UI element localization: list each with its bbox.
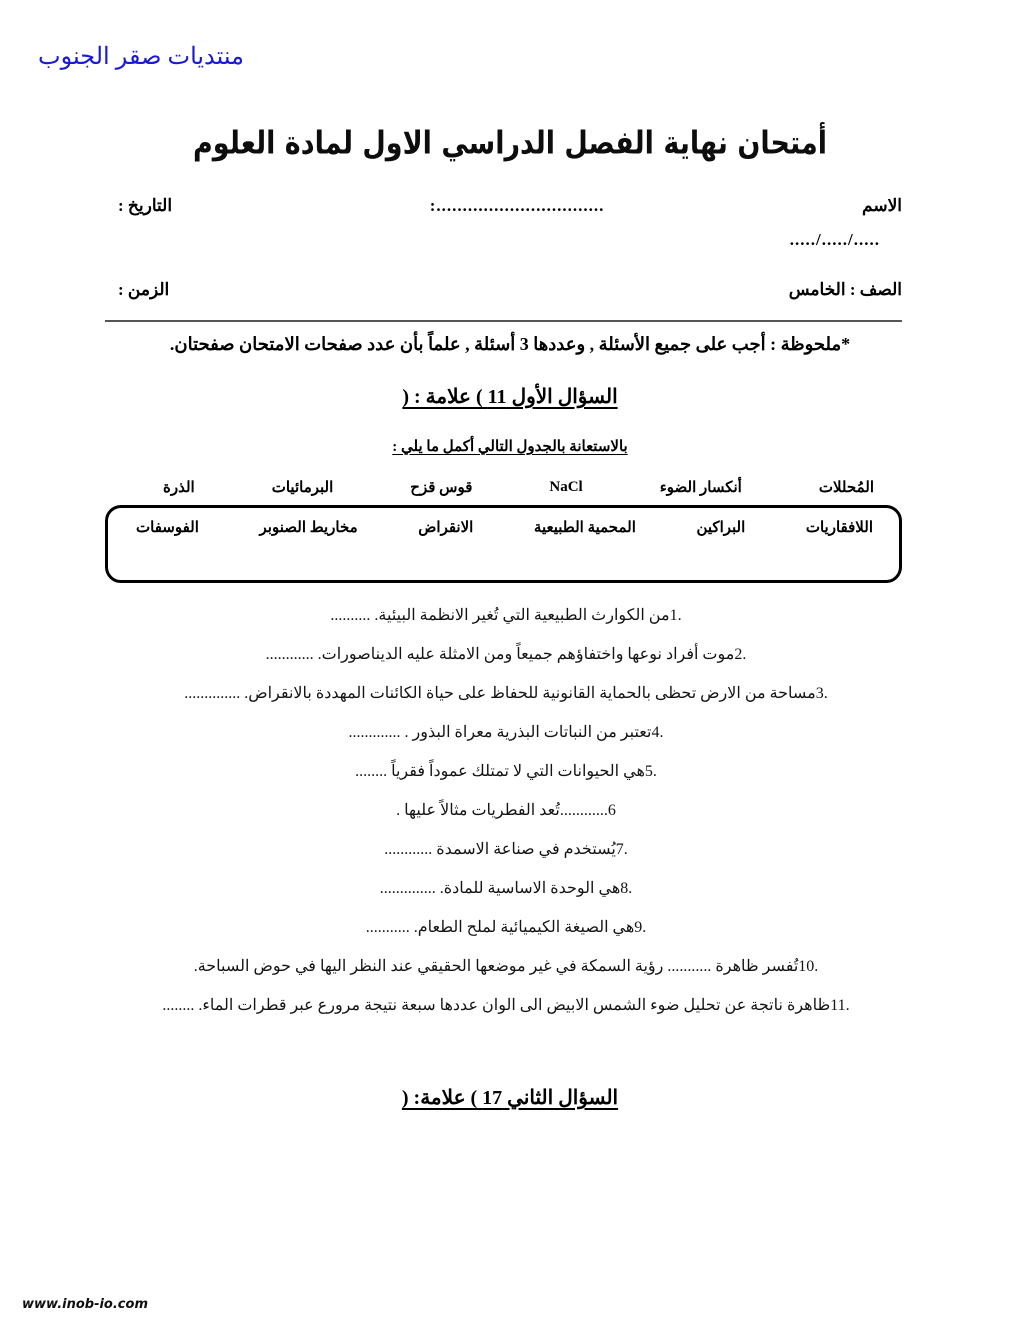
exam-note: *ملحوظة : أجب على جميع الأسئلة , وعددها 3 أسئلة , علماً بأن عدد صفحات الامتحان صفحتان.: [169, 334, 851, 354]
word-bank-cell: الذرة: [163, 480, 195, 496]
question-item[interactable]: .2موت أفراد نوعها واختفاؤهم جميعاً ومن الامثلة عليه الديناصورات. ............: [265, 646, 747, 663]
question-item[interactable]: .11ظاهرة ناتجة عن تحليل ضوء الشمس الابيض الى الوان عددها سبعة نتيجة مرورع عبر قطرات الماء. ........: [162, 997, 850, 1014]
word-bank-cell: المحمية الطبيعية: [533, 520, 636, 536]
word-bank-cell: اللافقاريات: [805, 520, 873, 536]
question-one-instruction-text: بالاستعانة بالجدول التالي أكمل ما يلي :: [392, 439, 628, 455]
grade-label: الصف : الخامس: [788, 280, 902, 299]
word-bank-box: [105, 505, 902, 583]
exam-title: أمتحان نهاية الفصل الدراسي الاول لمادة العلوم: [193, 125, 827, 162]
word-bank-row-bottom: [136, 518, 873, 537]
exam-meta-block: [118, 196, 902, 306]
question-two-heading-text: السؤال الثاني 17 ) علامة: (: [401, 1087, 619, 1109]
question-item[interactable]: 6............تُعد الفطريات مثالاً عليها .: [396, 802, 616, 819]
word-bank-cell: البرمائيات: [271, 480, 334, 496]
question-item[interactable]: .7يُستخدم في صناعة الاسمدة ............: [384, 841, 628, 858]
meta-row-name-date: [118, 196, 902, 216]
question-item[interactable]: .10تُفسر ظاهرة ........... رؤية السمكة في غير موضعها الحقيقي عند النظر اليها في حوض السباحة.: [193, 958, 819, 975]
question-item[interactable]: .8هي الوحدة الاساسية للمادة. ..............: [379, 880, 633, 897]
word-bank-cell: NaCl: [549, 479, 583, 495]
question-item[interactable]: .3مساحة من الارض تحظى بالحماية القانونية للحفاظ على حياة الكائنات المهددة بالانقراض. ..............: [184, 685, 828, 702]
time-label: الزمن :: [118, 280, 170, 299]
word-bank-cell: أنكسار الضوء: [659, 480, 742, 496]
footer-url-watermark: www.inob-io.com: [22, 1297, 148, 1312]
word-bank-cell: الفوسفات: [136, 520, 199, 536]
question-two-heading: [118, 1085, 902, 1110]
word-bank: [105, 478, 902, 583]
student-name-blank[interactable]: ................................:: [429, 196, 605, 215]
date-label: التاريخ :: [118, 196, 173, 215]
question-item[interactable]: .1من الكوارث الطبيعية التي تُغير الانظمة البيئية. ..........: [330, 607, 682, 624]
date-value-blank[interactable]: ...../...../.....: [789, 230, 880, 249]
word-bank-cell: الانقراض: [418, 520, 474, 536]
word-bank-row-top: [105, 478, 902, 503]
question-one-items: [110, 606, 902, 1035]
forum-watermark-header: [0, 42, 1020, 71]
meta-row-grade-time: [118, 280, 902, 300]
student-name-label: الاسم: [862, 196, 902, 215]
question-item[interactable]: .5هي الحيوانات التي لا تمتلك عموداً فقرياً ........: [355, 763, 657, 780]
question-item[interactable]: .4تعتبر من النباتات البذرية معراة البذور . .............: [348, 724, 664, 741]
question-one-instruction: [118, 437, 902, 456]
question-item[interactable]: .9هي الصيغة الكيميائية لملح الطعام. ...........: [365, 919, 647, 936]
question-one-heading-text: السؤال الأول 11 ) علامة : (: [402, 386, 618, 408]
word-bank-cell: مخاريط الصنوبر: [259, 520, 358, 536]
word-bank-cell: المُحللات: [818, 480, 874, 496]
word-bank-cell: البراكين: [696, 520, 746, 536]
forum-name-text: منتديات صقر الجنوب: [38, 44, 244, 70]
question-one-heading: [118, 384, 902, 409]
word-bank-cell: قوس قزح: [410, 480, 473, 496]
header-divider: [105, 320, 902, 322]
